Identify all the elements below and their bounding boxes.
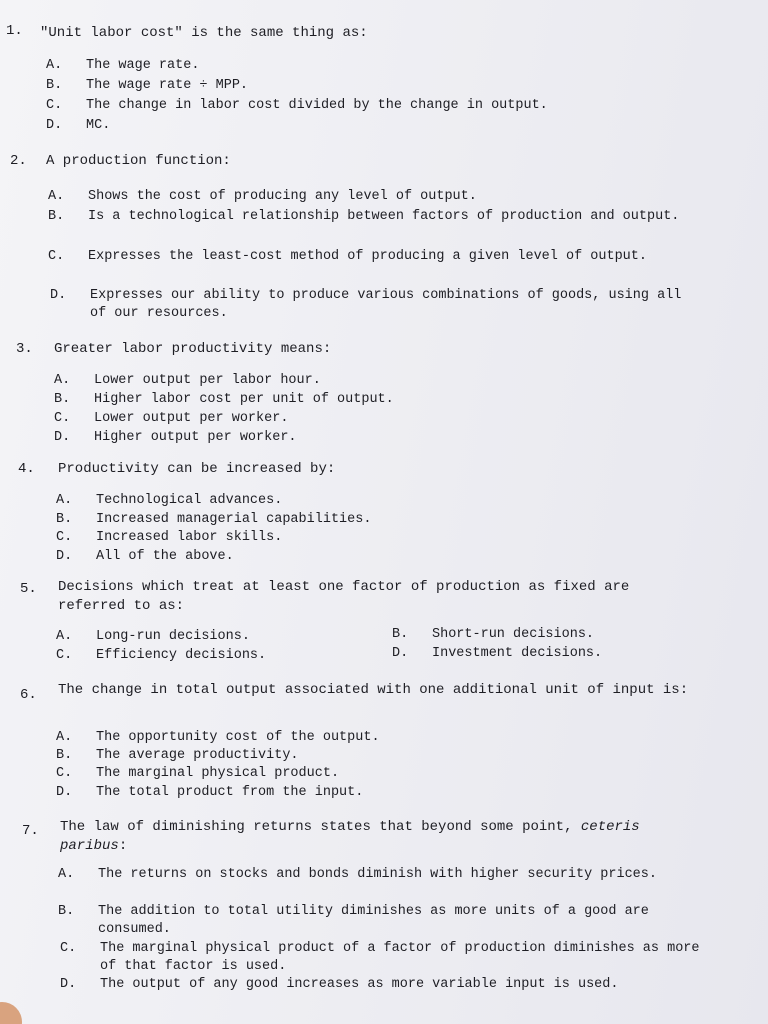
question-number: 7. (22, 823, 39, 839)
question-prompt: "Unit labor cost" is the same thing as: (40, 25, 368, 41)
option-c: C. The change in labor cost divided by the change in output. (46, 98, 548, 113)
option-b: B. The average productivity. (56, 748, 299, 763)
question-number: 6. (20, 687, 37, 703)
option-c: C. The marginal physical product of a factor of production diminishes as more of that factor is used. (60, 941, 700, 974)
option-d: D. Investment decisions. (392, 646, 603, 661)
option-a: A. The wage rate. (46, 58, 200, 73)
question-prompt: A production function: (46, 153, 231, 169)
option-b: B. Short-run decisions. (392, 627, 595, 642)
question-number: 3. (16, 341, 33, 357)
question-prompt: Decisions which treat at least one factor of production as fixed are referred to as: (58, 579, 630, 614)
prompt-main: The law of diminishing returns states that beyond some point, (60, 819, 573, 835)
option-a: A. Technological advances. (56, 493, 283, 508)
option-d: D. All of the above. (56, 549, 234, 564)
option-d: D. MC. (46, 118, 111, 133)
option-a: A. Long-run decisions. (56, 629, 250, 644)
option-c: C. Increased labor skills. (56, 530, 283, 545)
question-number: 1. (6, 23, 23, 39)
option-b: B. The addition to total utility diminishes as more units of a good are consumed. (58, 904, 649, 937)
option-b: B. Higher labor cost per unit of output. (54, 392, 394, 407)
option-c: C. The marginal physical product. (56, 766, 340, 781)
option-d: D. The total product from the input. (56, 785, 364, 800)
option-b: B. Increased managerial capabilities. (56, 512, 372, 527)
finger-edge-shape (0, 1002, 22, 1024)
option-c: C. Expresses the least-cost method of producing a given level of output. (48, 249, 647, 264)
question-prompt (60, 818, 700, 856)
question-prompt: The change in total output associated with one additional unit of input is: (58, 682, 689, 698)
option-a: A. Shows the cost of producing any level of output. (48, 189, 477, 204)
option-c: C. Efficiency decisions. (56, 648, 267, 663)
option-c: C. Lower output per worker. (54, 411, 289, 426)
prompt-end: : (118, 838, 128, 854)
option-b: B. Is a technological relationship between factors of production and output. (48, 209, 680, 224)
question-prompt: Greater labor productivity means: (54, 341, 332, 357)
question-number: 2. (10, 153, 27, 169)
option-d: D. Higher output per worker. (54, 430, 297, 445)
prompt-latin-term: ceteris paribus (60, 819, 640, 854)
question-number: 4. (18, 461, 35, 477)
option-a: A. The opportunity cost of the output. (56, 730, 380, 745)
question-number: 5. (20, 581, 37, 597)
question-prompt: Productivity can be increased by: (58, 461, 336, 477)
option-d: D. The output of any good increases as more variable input is used. (60, 977, 619, 992)
option-d: D. Expresses our ability to produce various combinations of goods, using all of our resources. (50, 288, 682, 321)
option-a: A. The returns on stocks and bonds diminish with higher security prices. (58, 867, 657, 882)
option-a: A. Lower output per labor hour. (54, 373, 321, 388)
option-b: B. The wage rate ÷ MPP. (46, 78, 249, 93)
